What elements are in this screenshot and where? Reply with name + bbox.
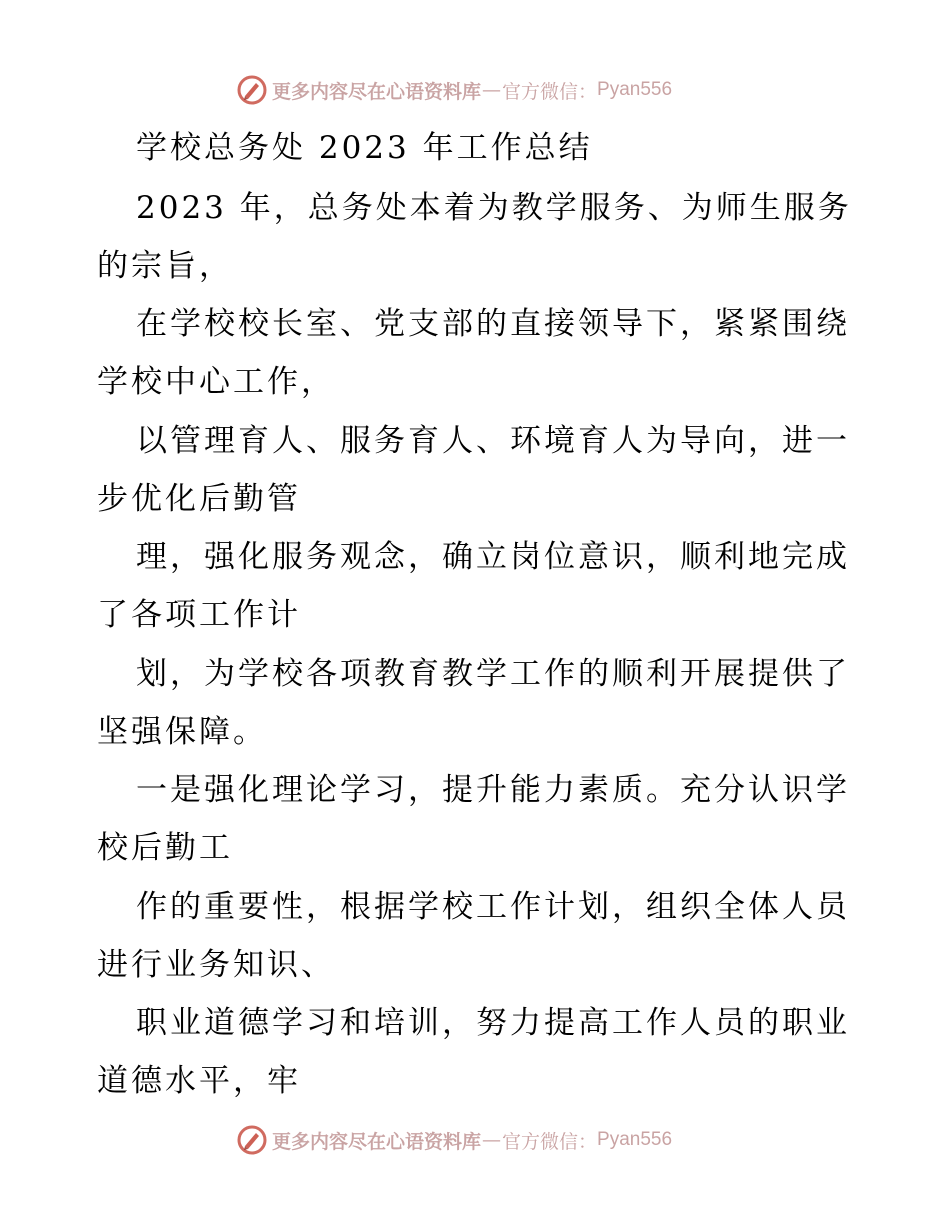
paragraph-line: 在学校校长室、党支部的直接领导下，紧紧围绕 (136, 306, 850, 342)
paragraph-line: 的宗旨， (97, 248, 233, 284)
watermark-wechat-label: 官方微信： (502, 80, 598, 103)
paragraph-line: 理，强化服务观念，确立岗位意识，顺利地完成 (136, 539, 850, 575)
paragraph-line: 以管理育人、服务育人、环境育人为导向，进一 (136, 423, 850, 459)
watermark-footer (236, 1122, 672, 1158)
logo-icon (236, 74, 268, 106)
paragraph-line: 一是强化理论学习，提升能力素质。充分认识学 (136, 772, 850, 808)
watermark-main-text: 更多内容尽在心语资料库 (272, 1130, 482, 1153)
paragraph-line: 道德水平，牢 (97, 1063, 301, 1099)
logo-icon (236, 1124, 268, 1156)
watermark-dash: — (482, 1129, 502, 1151)
watermark-wechat-label: 官方微信： (502, 1130, 598, 1153)
paragraph-line: 进行业务知识、 (97, 947, 335, 983)
paragraph-line: 校后勤工 (97, 830, 233, 866)
paragraph-line: 作的重要性，根据学校工作计划，组织全体人员 (136, 889, 850, 925)
document-title: 学校总务处 2023 年工作总结 (136, 130, 593, 166)
watermark-header (236, 72, 672, 108)
paragraph-line: 划，为学校各项教育教学工作的顺利开展提供了 (136, 656, 850, 692)
watermark-dash: — (482, 79, 502, 101)
paragraph-line: 职业道德学习和培训，努力提高工作人员的职业 (136, 1005, 850, 1041)
paragraph-line: 学校中心工作， (97, 364, 335, 400)
watermark-wechat-id: Pyan556 (597, 1129, 673, 1150)
watermark-main-text: 更多内容尽在心语资料库 (272, 80, 482, 103)
paragraph-line: 坚强保障。 (97, 714, 267, 750)
watermark-wechat-id: Pyan556 (597, 79, 673, 100)
paragraph-line: 步优化后勤管 (97, 481, 301, 517)
paragraph-line: 了各项工作计 (97, 597, 301, 633)
paragraph-line: 2023 年，总务处本着为教学服务、为师生服务 (136, 190, 852, 226)
